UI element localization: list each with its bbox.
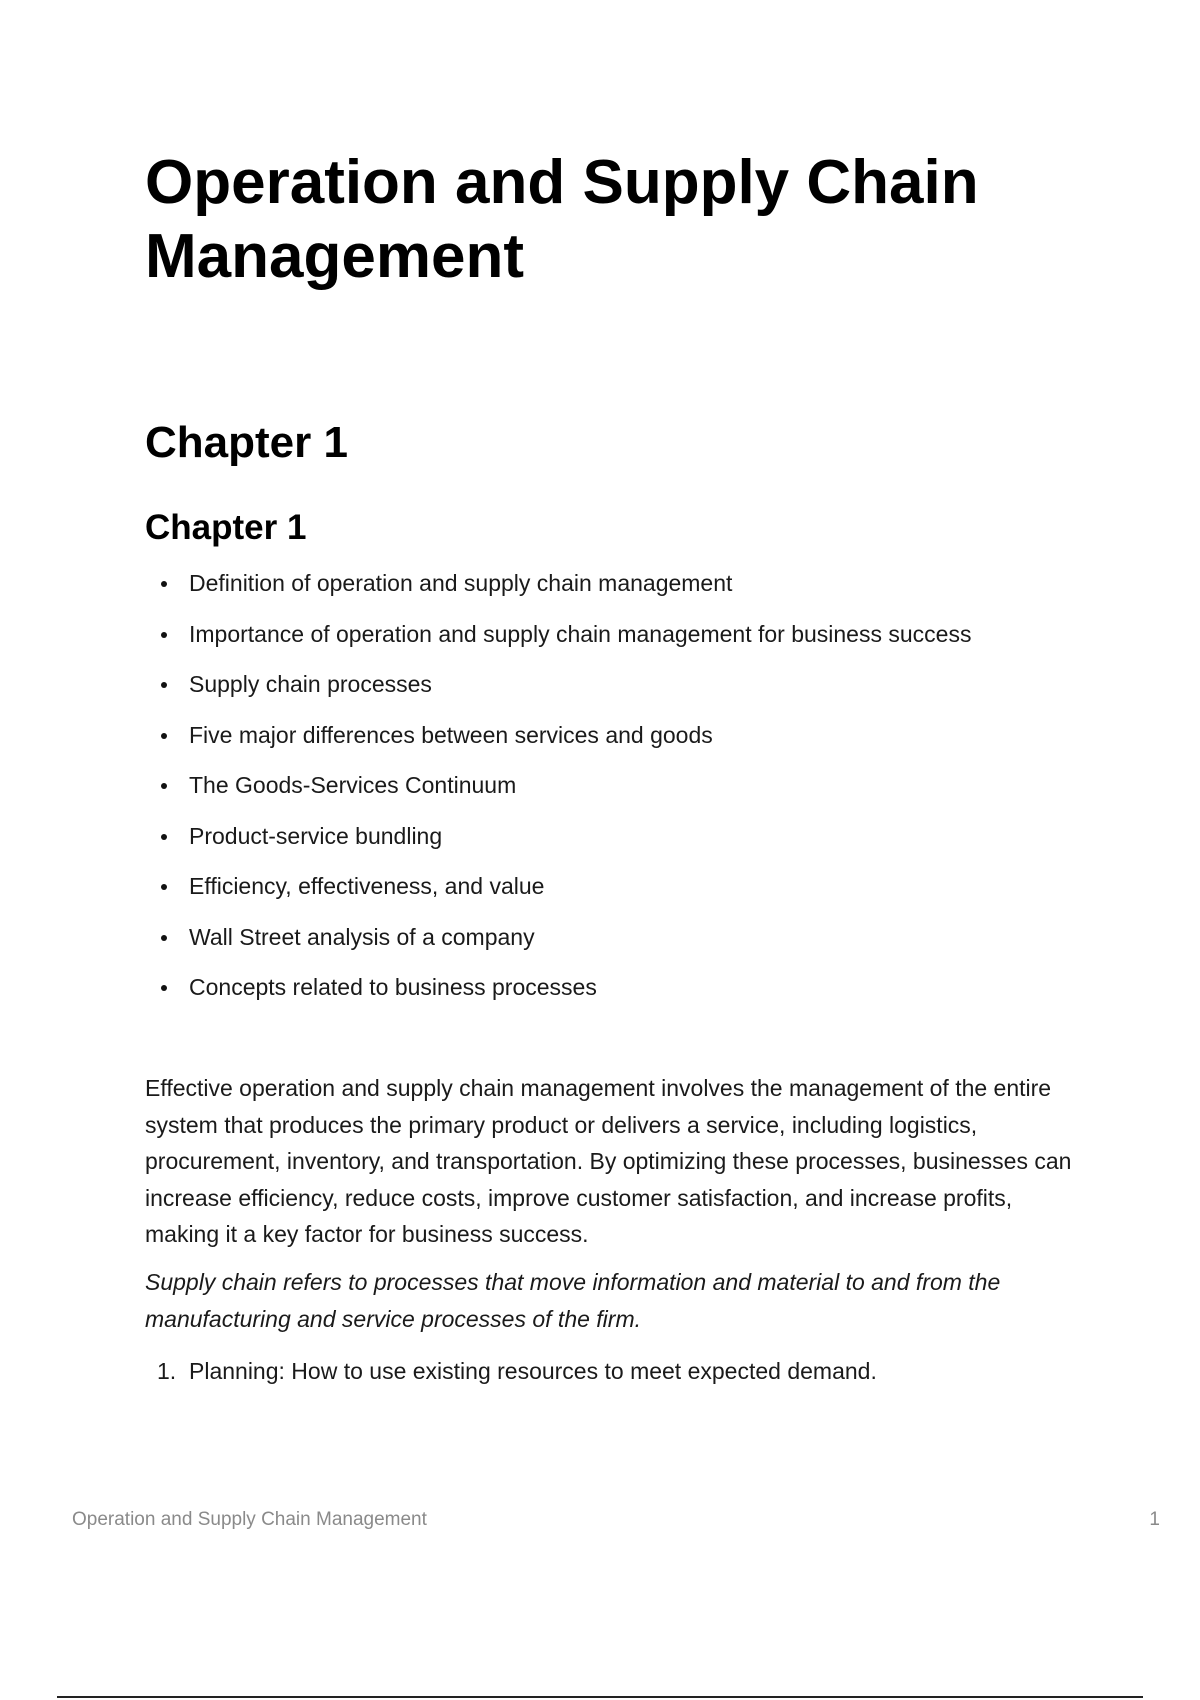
numbered-list bbox=[145, 1354, 1090, 1388]
body-paragraph: Effective operation and supply chain management involves the management of the entire system that produces the primary product or delivers a service, including logistics, procurement, inventory, and transportation. By optimizing these processes, businesses can increase efficiency, reduce costs, improve customer satisfaction, and increase profits, making it a key factor for business success. bbox=[145, 1075, 1072, 1247]
list-item bbox=[145, 819, 1105, 870]
italic-paragraph: Supply chain refers to processes that move information and material to and from the manufacturing and service processes of the firm. bbox=[145, 1269, 1001, 1332]
bullet-icon bbox=[161, 581, 167, 587]
bullet-icon bbox=[161, 884, 167, 890]
list-item-text: The Goods-Services Continuum bbox=[189, 772, 517, 798]
list-item-text: Importance of operation and supply chain management for business success bbox=[189, 620, 972, 647]
footer-title: Operation and Supply Chain Management bbox=[72, 1509, 427, 1530]
bullet-icon bbox=[161, 733, 167, 739]
list-item-text: Planning: How to use existing resources to meet expected demand. bbox=[189, 1358, 877, 1384]
list-item-text: Five major differences between services and goods bbox=[189, 721, 713, 748]
topic-list bbox=[145, 566, 1105, 1021]
list-item-text: Supply chain processes bbox=[189, 671, 432, 697]
chapter-subheading: Chapter 1 bbox=[145, 508, 307, 547]
bottom-divider bbox=[57, 1696, 1143, 1698]
bullet-icon bbox=[161, 985, 167, 991]
list-item-text: Wall Street analysis of a company bbox=[189, 923, 535, 950]
list-item-text: Efficiency, effectiveness, and value bbox=[189, 873, 545, 899]
list-item bbox=[145, 970, 1105, 1021]
bullet-icon bbox=[161, 935, 167, 941]
chapter-heading: Chapter 1 bbox=[145, 418, 348, 467]
page-number: 1 bbox=[1149, 1509, 1160, 1530]
bullet-icon bbox=[161, 682, 167, 688]
list-number: 1. bbox=[157, 1358, 177, 1384]
list-item bbox=[145, 667, 1105, 718]
list-item-text: Concepts related to business processes bbox=[189, 974, 597, 1000]
document-title: Operation and Supply Chain Management bbox=[145, 148, 979, 291]
list-item-text: Definition of operation and supply chain management bbox=[189, 570, 733, 596]
list-item bbox=[145, 1354, 1090, 1388]
list-item bbox=[145, 869, 1105, 920]
bullet-icon bbox=[161, 783, 167, 789]
bullet-icon bbox=[161, 632, 167, 638]
bullet-icon bbox=[161, 834, 167, 840]
list-item bbox=[145, 566, 1105, 617]
list-item-text: Product-service bundling bbox=[189, 822, 443, 849]
list-item bbox=[145, 768, 1105, 819]
list-item bbox=[145, 617, 1105, 668]
list-item bbox=[145, 920, 1105, 971]
list-item bbox=[145, 718, 1105, 769]
